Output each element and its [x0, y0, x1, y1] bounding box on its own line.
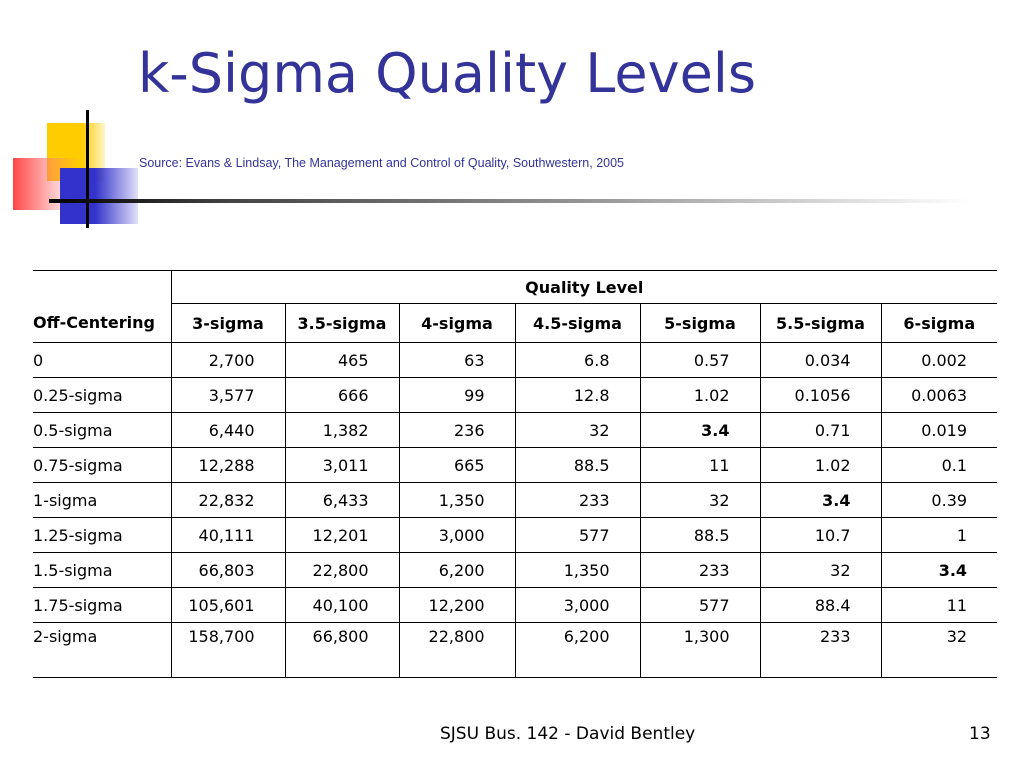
decor-horizontal-rule [49, 199, 969, 203]
quality-level-header: Quality Level [171, 271, 997, 304]
table-cell: 1.02 [760, 448, 881, 483]
table-row [33, 553, 997, 588]
table-cell: 233 [760, 623, 881, 678]
title-decoration [0, 100, 1024, 240]
table-cell: 12,288 [171, 448, 285, 483]
table-cell: 236 [399, 413, 515, 448]
table-cell: 0.5-sigma [33, 413, 171, 448]
table-cell: 3,011 [285, 448, 399, 483]
table-cell: 32 [881, 623, 997, 678]
table-cell: 665 [399, 448, 515, 483]
table-cell: 3,000 [399, 518, 515, 553]
table-cell: 158,700 [171, 623, 285, 678]
decor-vertical-line [86, 110, 89, 228]
table-row [33, 623, 997, 678]
table-cell: 666 [285, 378, 399, 413]
table-cell: 88.4 [760, 588, 881, 623]
table-cell: 6,440 [171, 413, 285, 448]
footer-course-author: SJSU Bus. 142 - David Bentley [440, 724, 696, 744]
column-header-6-sigma: 6-sigma [881, 304, 997, 343]
slide-title: k-Sigma Quality Levels [138, 42, 756, 105]
table-row [33, 483, 997, 518]
table-cell: 0.034 [760, 343, 881, 378]
table-cell: 99 [399, 378, 515, 413]
table-cell: 6,433 [285, 483, 399, 518]
source-citation: Source: Evans & Lindsay, The Management and Control of Quality, Southwestern, 2005 [139, 156, 625, 170]
table-cell: 40,111 [171, 518, 285, 553]
table-row [33, 448, 997, 483]
table-cell: 0.002 [881, 343, 997, 378]
table-cell: 12,200 [399, 588, 515, 623]
table-cell: 0.1056 [760, 378, 881, 413]
table-cell: 1,350 [399, 483, 515, 518]
table-cell: 233 [515, 483, 640, 518]
column-header-5-sigma: 5-sigma [640, 304, 760, 343]
table-cell: 12,201 [285, 518, 399, 553]
table-cell: 1.02 [640, 378, 760, 413]
table-cell-highlight: 3.4 [881, 553, 997, 588]
table-cell: 577 [515, 518, 640, 553]
table-cell: 6.8 [515, 343, 640, 378]
table-cell: 1,300 [640, 623, 760, 678]
header-spacer [33, 271, 171, 304]
table-cell-highlight: 3.4 [640, 413, 760, 448]
table-cell: 1,350 [515, 553, 640, 588]
table-cell: 0.25-sigma [33, 378, 171, 413]
column-header-off-centering: Off-Centering [33, 304, 171, 343]
table-cell: 12.8 [515, 378, 640, 413]
table-cell: 105,601 [171, 588, 285, 623]
table-row [33, 413, 997, 448]
table-cell: 2,700 [171, 343, 285, 378]
table-cell: 10.7 [760, 518, 881, 553]
table-cell-highlight: 3.4 [760, 483, 881, 518]
table-cell: 0.71 [760, 413, 881, 448]
table-cell: 0.019 [881, 413, 997, 448]
table-row [33, 518, 997, 553]
table-cell: 2-sigma [33, 623, 171, 678]
table-cell: 11 [881, 588, 997, 623]
table-cell: 1,382 [285, 413, 399, 448]
table-cell: 3,000 [515, 588, 640, 623]
table-cell: 22,800 [285, 553, 399, 588]
table-cell: 11 [640, 448, 760, 483]
table-cell: 0 [33, 343, 171, 378]
column-header-4-5-sigma: 4.5-sigma [515, 304, 640, 343]
table-cell: 465 [285, 343, 399, 378]
decor-blue-square [60, 168, 138, 224]
table-cell: 1 [881, 518, 997, 553]
table-cell: 0.75-sigma [33, 448, 171, 483]
table-cell: 577 [640, 588, 760, 623]
table-cell: 6,200 [515, 623, 640, 678]
table-cell: 88.5 [640, 518, 760, 553]
table-cell: 32 [515, 413, 640, 448]
table-cell: 1-sigma [33, 483, 171, 518]
table-row [33, 588, 997, 623]
page-number: 13 [969, 724, 991, 744]
table-cell: 1.25-sigma [33, 518, 171, 553]
column-header-4-sigma: 4-sigma [399, 304, 515, 343]
column-header-3-sigma: 3-sigma [171, 304, 285, 343]
table-cell: 32 [640, 483, 760, 518]
table-cell: 66,800 [285, 623, 399, 678]
table-cell: 0.1 [881, 448, 997, 483]
table-cell: 0.0063 [881, 378, 997, 413]
table-cell: 63 [399, 343, 515, 378]
table-cell: 88.5 [515, 448, 640, 483]
column-header-3-5-sigma: 3.5-sigma [285, 304, 399, 343]
table-cell: 66,803 [171, 553, 285, 588]
table-cell: 22,800 [399, 623, 515, 678]
table-cell: 0.39 [881, 483, 997, 518]
column-header-5-5-sigma: 5.5-sigma [760, 304, 881, 343]
table-cell: 1.5-sigma [33, 553, 171, 588]
table-cell: 40,100 [285, 588, 399, 623]
table-cell: 6,200 [399, 553, 515, 588]
table-cell: 0.57 [640, 343, 760, 378]
table-row [33, 343, 997, 378]
quality-level-table [33, 270, 997, 678]
table-cell: 233 [640, 553, 760, 588]
table-row [33, 378, 997, 413]
table-cell: 3,577 [171, 378, 285, 413]
table-cell: 22,832 [171, 483, 285, 518]
table-cell: 1.75-sigma [33, 588, 171, 623]
table-cell: 32 [760, 553, 881, 588]
